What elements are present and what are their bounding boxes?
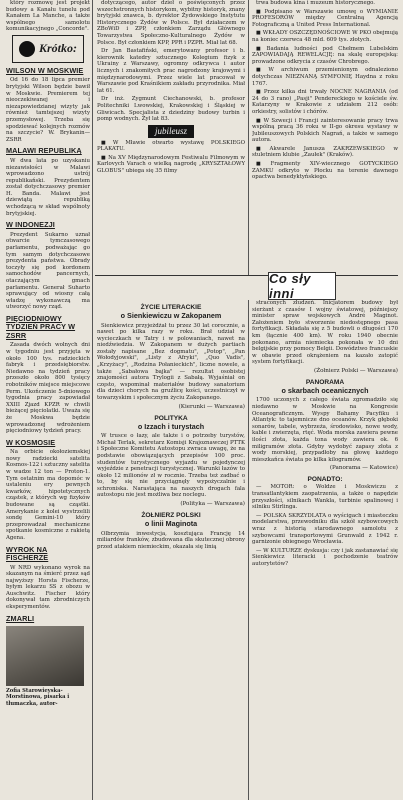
photo-caption: Zofia Starowieyska-Morstinowa, pisarka i tłumaczka, autor-	[6, 688, 70, 707]
article-source: (Kierunki — Warszawa)	[178, 403, 245, 410]
note: ■ Akwarele Janusza ZAKRZEWSKIEGO w stuletniem klubie „Zaułek" (Kraków).	[252, 145, 398, 159]
article-title: o skarbach oceanicznych	[281, 385, 369, 395]
col1-intro: który rozmowę jest projekt budowy a Kanału tunelu pod Kanałem La Manche, a także wspólnego samolotu komunikacyjnego „Concorde".	[6, 0, 90, 33]
bullet-icon: ■	[256, 45, 265, 52]
column-middle-top	[97, 0, 245, 280]
column-divider	[248, 300, 249, 800]
article-label: PANORAMA	[305, 378, 345, 386]
section-heading: WYROK NA FISCHERZE	[6, 544, 49, 562]
bullet-icon: ■	[101, 154, 107, 161]
bullet-icon: ■	[256, 30, 261, 37]
section-heading: ZMARLI	[6, 613, 35, 623]
bullet-icon: ■	[256, 8, 263, 15]
article-text: — MOTOR: o Woldze i Moskwiczu z transatlantykiem zaopatrzenia, a także o napędzie przyszłości, silnikach Wankla, turbinie spalinowej i silniku Stirlinga.	[252, 484, 398, 511]
section-text: Od 16 do 18 lipca premier brytyjski Wilson będzie bawił w Moskwie. Premierem tej nieoczekiwanej i niezapowiedzianej wizyty jak również tamtejszej wizyty przemysłowej. Trzeba się spodziewać kolejnych rozmów na szczycie? W. Brykanin—ZSRR	[6, 77, 90, 143]
note: ■ Na XV Międzynarodowym Festiwalu Filmowym w Karlovych Varach o wielką nagrodę „KRYSZTAŁOWY GLOBUS" ubiega się 35 filmy	[97, 154, 245, 175]
article-label: POLITYKA	[154, 414, 188, 422]
portrait-photo	[6, 626, 84, 686]
obituary: Dr inż. Zygmunt Ciechanowski, b. profesor Politechniki Lwowskiej, Krakowskiej i Śląskiej w Gliwicach. Specjalista z dziedziny budowy turbin i pomp wodnych. Żył lat 83.	[97, 96, 245, 123]
article-text: Olbrzymia inwestycja, kosztująca Francję 14 miliardów franków, zbudowana dla skutecznej obrony przed atakiem niemieckim, okazała się linią	[97, 530, 245, 550]
column-bottom-right	[252, 300, 398, 800]
note: ■ Przez kilka dni trwały NOCNE NAGRANIA (od 24 do 3 rano) „Pasji" Pendereckiego w kościele św. Katarzyny w Krakowie z udziałem 212 osób: orkiestry, solistów i chórów.	[252, 89, 398, 115]
obituary: Dr Jan Bastafiński, emerytowany profesor i b. kierownik katedry sztucznego Kolegium fizyk z Ukrainy z Warszawy, ogromny odkrywca i autor licznych i znakomitych prac nagrodzony krajowymi i międzynarodowymi. Przez wiele lat pracował w Warszawie pod Kraśnikiem zakładu przyrodnika. Miał lat 61.	[97, 48, 245, 94]
article-label: ŻOŁNIERZ POLSKI	[141, 512, 201, 520]
column-bottom-left	[97, 300, 245, 800]
note: ■ W archiwum przemienionym odnaleziono dotychczas NIEZNANĄ SYMFONIĘ Haydna z roku 1767.	[252, 67, 398, 87]
bullet-icon: ■	[256, 145, 268, 152]
section-heading: WILSON W MOSKWIE	[6, 65, 84, 75]
bullet-icon: ■	[256, 117, 262, 124]
article-text: — POLSKA SKRZYDLATA o wyścigach i miasteczku modelarstwa, przewodniku dla szkół szybowcowych wraz z historią starodawnego samolotu z szybowcami transportowymi Grunwald z 1942 r. garnizonie obiegnego Wrocławia.	[252, 512, 398, 546]
co-sly-inni-text: Co sły inni	[269, 271, 312, 301]
article-text: — W KULTURZE dyskusja: czy i jak zastanawiać się Sienkiewicz literacki i pochodzenie teatrów autorytetów?	[252, 547, 398, 567]
article-label: PONADTO:	[307, 476, 343, 484]
krotko-logo-text: Krótko:	[38, 41, 77, 56]
krotko-logo	[12, 35, 84, 63]
column-divider	[92, 0, 93, 800]
jubileusz-logo: jubileusz	[148, 125, 194, 138]
section-text: Zasada dwóch wolnych dni w tygodniu jest przyjęta w około 100 tys. radzieckich fabryk i przedsiębiorstw. Niedawno na tydzień pracy przeszło około 800 tysięcy robotników miejsce miejscowe Perm. Ukończenie 5-dniowego tygodnia pracy zapowiadał XXIII Zjazd KPZR w chwili bieżącej pięciolatki. Uważa się że Moskwa będzie wprowadzonej wdrożeniem pięciodniowy tydzień pracy.	[6, 342, 90, 435]
article-source: (Polityka — Warszawa)	[180, 501, 245, 508]
note: ■ W Szwecji i Francji zainteresowanie pracy trwa wspólną pracą 36 roku w II-go okresu wystawy w Jubileuszowych Polskich Nagrań, a także w samego autora.	[252, 117, 398, 144]
section-text: Na orbicie okołoziemskiej nowy radziecki satelita Kosmos-122 i sztuczny satelita w wadze 12 ton — Proton-1. Tym ostatnim ma dopomóc w ustaleniu ery pewnych kwarków, hipotetycznych cząstek, z których wg fizyków budowane są cząstki. Amerykanie z kolei wystrzelili sondę Gemini-10 który przeprowadzał mechaniczne spotkanie kosmiczne z rakietą Agena.	[6, 449, 90, 541]
section-text: W dwa lata po uzyskaniu niezawisłości w Malawi wprowadzono ustrój republikański. Prezydentem został dotychczasowy premier H. Banda. Malawi jest dziewiątą republiką wchodzącą w skład wspólnoty brytyjskiej.	[6, 157, 90, 217]
obituary: dotyczącego, autor dzieł o poświęconych przez wszechstronnych historykom, wybitny historyk, znany brytyjski znawca, b. dyrektor Żydowskiego Instytutu Historycznego Żydów w Polsce. Był działaczem w ZBoWiD i ZPP, członkiem Zarządu Głównego Towarzystwa Społeczno-Kulturalnego Żydów w Polsce. Był członkiem KPP, PPR i PZPR. Miał lat 68.	[97, 0, 245, 46]
globe-icon	[19, 41, 35, 57]
note: ■ Fragmenty XIV-wiecznego GOTYCKIEGO ZAMKU odkryto w Płocku na terenie dawnego opactwa benedyktyńskiego.	[252, 161, 398, 181]
article-text: W trusce o łazy, ale także i o potrzeby turystów, Michał Terlak, sekretarz Komisji Krajoznawczej PTTK i Społeczne Komitetu Autostopu zwraca uwagę, że na podstawie obowiązujących przepisów 100 proc. studentów turystycznego wyjazdu w pojedynczej wyjeździe z penetracji turystycznej. Warunki łazów to około 12 milionów zł w rocznie. Trzeba też zadbać o to, by się nie przyciągnęły wypożyczalnie i schroniska. Narastająca na naszych drogach fala autostopu nie jest możliwa bez noclegu.	[97, 433, 245, 499]
article-source: (Żołnierz Polski — Warszawa)	[314, 367, 398, 374]
note: ■ WKŁADY OSZCZĘDNOŚCIOWE W PKO obejmują na koniec czerwca 48 mld. 609 tys. złotych.	[252, 30, 398, 43]
section-heading: W INDONEZJI	[6, 220, 55, 230]
horizontal-divider	[95, 275, 398, 276]
column-divider	[248, 0, 249, 275]
note: ■ Podpisano w Warszawie umowę o WYMIANIE PROFESORÓW między Centralną Agencją Fotograficzną a United Press International.	[252, 8, 398, 28]
section-heading: W KOSMOSIE	[6, 437, 56, 447]
article-text: Sienkiewicz przyjeżdżał tu przez 30 lat corocznie, a nawet po kilka razy w roku. Brał udział w wycieczkach w Tatry i w polowaniach, nawet na niedźwiedzia. W Zakopanem w dużych partiach zostały napisane „Bez dogmatu", „Potop", „Pan Wołodyjowski", „Listy z Afryki", „Quo Vadis", „Krzyżacy", „Rodzina Połanieckich", liczne nowele, a także „Sabałowa bajka" — rezultat osobistej znajomości autora Trylogii z Sabałą. Wyjaśniał on często, wspominał materiałów budowy sanatorium dla dzieci chorych na gruźlicę kości, uczestniczył w towarzyskim i społecznym życiu Zakopanego.	[97, 322, 245, 402]
bullet-icon: ■	[101, 139, 111, 146]
bullet-icon: ■	[256, 161, 269, 168]
section-heading: MALAWI REPUBLIKĄ	[6, 146, 82, 156]
note: ■ Badania ludności pod Chełmem Lubelskim ZAPOWIADAJĄ REWELACJĘ: na skalę europejską: prowadzone odkrycia z czasów Chrobrego.	[252, 45, 398, 65]
article-text: straconych złudzeń. Inicjatorem budowy był sierżant z czasów I wojny światowej, późniejszy minister spraw wojskowych André Maginot. Założeniem było stworzenie niedostępnego pasa fortyfikacji. Składała się z 5 budowli o długości 170 km (łącznie 400 km). W roku 1940 obecnie pokonano, armia niemiecka pokonała w 10 dni belgijskie przy pomocy Belgii. Dowództwo francuskie w obawie przed okrążeniem na kazało zatopić system fortyfikacji.	[252, 300, 398, 366]
note: trwa budowa kina i muzeum historycznego.	[256, 0, 376, 6]
section-heading: PIĘCIODNIOWY TYDZIEŃ PRACY W ZSRR	[6, 313, 76, 340]
column-right-top	[252, 0, 398, 272]
co-sly-inni-logo	[268, 272, 336, 300]
section-text: Prezydent Sukarno uznał otwarcie tymczasowego parlamentu, podważając go tym samym dotychczasowe prezydenta państwa. Obrady toczyły się pod kordonem samochodów pancernych, otaczającym gmach parlamentu. Generał Suharto sprawujący od wiosny całą władzę wykonawczą ma utworzyć nowy rząd.	[6, 231, 90, 311]
column-left	[6, 0, 90, 800]
article-text: 1700 uczonych z całego świata zgromadziło się niedawno w Moskwie na Kongresie Oceanograficznym. Wyspy Bahamy Pacyfiku i Atlantyk: to tajemnicze dno oceanów. Krzyk głęboki sonarów, tabele, wybrzeża, środowisko, nowe wody, kable i zwierzęta, rtęć. Woda morska zawiera pewne ilości złota, każda tona wody zawiera ok. 6 miligramów złota. Gdyby wydobyć zapasy złota z wody morskiej, przypadłoby na głowę każdego mieszkańca świata po kilka kilogramów.	[252, 397, 398, 463]
article-label: ŻYCIE LITERACKIE	[140, 304, 202, 311]
article-title: o Sienkiewiczu w Zakopanem	[120, 311, 222, 320]
bullet-icon: ■	[256, 89, 262, 96]
section-text: W NRD wykonano wyrok na skazanym na śmierć przez sąd najwyższy Horsta Fischerze, byłym lekarzu SS z obozu w Auschwitz. Fischer który dokonywał tam zbrodniczych eksperymentów.	[6, 564, 90, 611]
article-source: (Panorama — Katowice)	[329, 465, 398, 472]
bullet-icon: ■	[256, 67, 267, 74]
article-title: o Izzach i turystach	[137, 421, 205, 431]
article-title: o linii Maginota	[144, 519, 198, 529]
note: ■ W Mławie otwarto wystawę POLSKIEGO PLAKATU.	[97, 139, 245, 153]
